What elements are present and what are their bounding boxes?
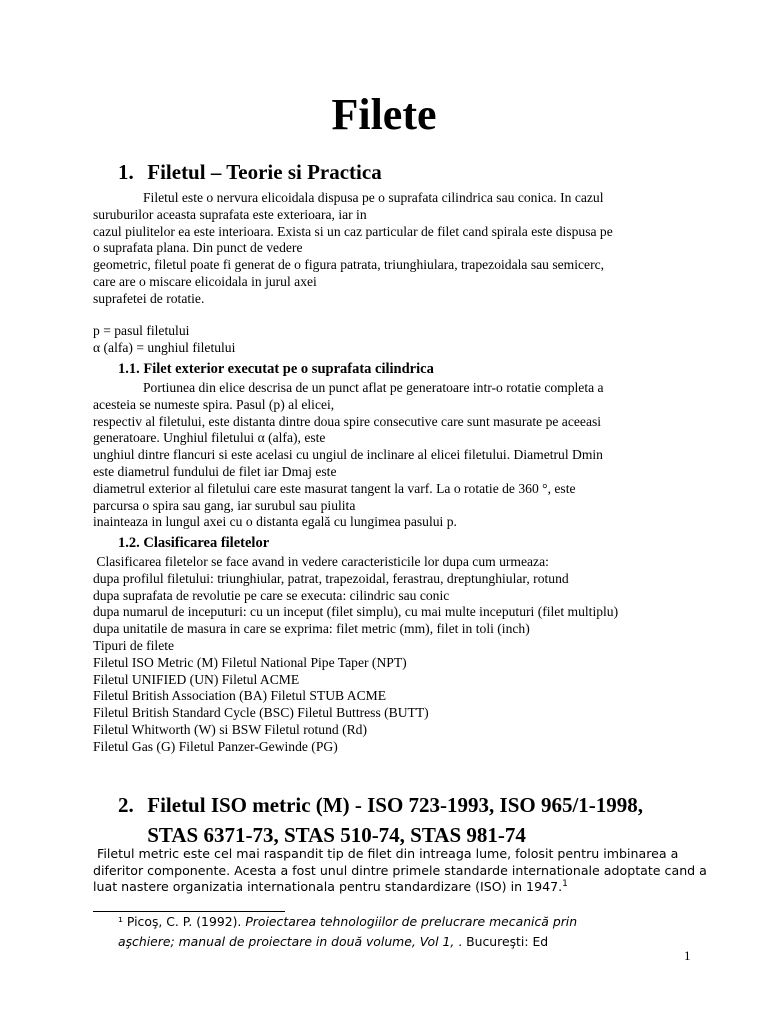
paragraph-line: respectiv al filetului, este distanta dintre doua spire consecutive care sunt masurate pe aceeasi (93, 413, 602, 429)
footnote-publisher: . Bucureşti: Ed (454, 934, 549, 949)
paragraph-line: geometric, filetul poate fi generat de o figura patrata, triunghiulara, trapezoidala sau semicerc, (93, 257, 605, 273)
section-1-title: Filetul – Teorie si Practica (147, 160, 382, 184)
subsection-1-1-heading: 1.1. Filet exterior executat pe o suprafata cilindrica (118, 361, 434, 377)
paragraph-line: generatoare. Unghiul filetului α (alfa), este (93, 430, 326, 446)
paragraph-line: dupa numarul de inceputuri: cu un inceput (filet simplu), cu mai multe inceputuri (filet multiplu) (93, 604, 619, 620)
document-title: Filete (331, 90, 437, 139)
thread-type-item: Filetul Whitworth (W) si BSW Filetul rotund (Rd) (93, 721, 368, 737)
footnote-marker: ¹ (118, 914, 123, 929)
definitions-list (93, 323, 703, 357)
paragraph-line: diferitor componente. Acesta a fost unul dintre primele standarde internationale adoptate cand a (93, 862, 707, 878)
subsection-1-1-body (93, 380, 703, 531)
footnote-author: Picoş, C. P. (1992). (122, 914, 246, 929)
paragraph-line: Clasificarea filetelor se face avand in vedere caracteristicile lor dupa cum urmeaza: (93, 554, 549, 569)
section-2-title-line2: STAS 6371-73, STAS 510-74, STAS 981-74 (147, 823, 526, 847)
paragraph-line: o suprafata plana. Din punct de vedere (93, 240, 303, 256)
paragraph-line: acesteia se numeste spira. Pasul (p) al elicei, (93, 396, 335, 412)
footnote-reference[interactable]: 1 (562, 879, 568, 890)
paragraph-line: Portiunea din elice descrisa de un punct aflat pe generatoare intr-o rotatie completa a (143, 380, 604, 395)
paragraph-line: parcursa o spira sau gang, iar surubul sau piulita (93, 497, 356, 513)
paragraph-line: luat nastere organizatia internationala pentru standardizare (ISO) in 1947.$^1$ (93, 879, 568, 895)
definition-pitch: p = pasul filetului (93, 323, 190, 338)
section-1-number: 1. (118, 160, 134, 184)
paragraph-line: Tipuri de filete (93, 637, 175, 653)
thread-type-item: Filetul Gas (G) Filetul Panzer-Gewinde (PG) (93, 738, 338, 754)
section-1-heading (118, 160, 382, 184)
paragraph-line: diametrul exterior al filetului care este masurat tangent la varf. La o rotatie de 360 °, este (93, 480, 576, 496)
section-2-number: 2. (118, 793, 134, 817)
thread-type-item: Filetul ISO Metric (M) Filetul National Pipe Taper (NPT) (93, 654, 407, 670)
paragraph-line: dupa profilul filetului: triunghiular, patrat, trapezoidal, ferastrau, dreptunghiular, rotund (93, 570, 569, 586)
paragraph-line: Filetul metric este cel mai raspandit tip de filet din intreaga lume, folosit pentru imbinarea a (93, 846, 679, 861)
thread-type-item: Filetul UNIFIED (UN) Filetul ACME (93, 671, 300, 687)
section-2-title-line1: Filetul ISO metric (M) - ISO 723-1993, ISO 965/1-1998, (147, 793, 644, 817)
section-2-body (93, 846, 707, 896)
paragraph-line: este diametrul fundului de filet iar Dmaj este (93, 463, 337, 479)
paragraph-line: inainteaza in lungul axei cu o distanta egală cu lungimea pasului p. (93, 514, 457, 530)
paragraph-line: Filetul este o nervura elicoidala dispusa pe o suprafata cilindrica sau conica. In cazul (143, 190, 604, 205)
footnote-title-part1: Proiectarea tehnologiilor de prelucrare mecanică prin (245, 914, 578, 929)
footnote (118, 912, 718, 952)
subsection-1-2-heading: 1.2. Clasificarea filetelor (118, 535, 270, 551)
paragraph-line: cazul piulitelor ea este interioara. Exista si un caz particular de filet cand spirala este dispusa pe (93, 223, 613, 239)
subsection-1-2-body (93, 554, 703, 756)
page-number: 1 (684, 948, 691, 963)
paragraph-line: dupa suprafata de revolutie pe care se executa: cilindric sau conic (93, 587, 450, 603)
paragraph-line: suprafetei de rotatie. (93, 290, 205, 306)
thread-type-item: Filetul British Standard Cycle (BSC) Filetul Buttress (BUTT) (93, 705, 429, 721)
definition-angle: α (alfa) = unghiul filetului (93, 339, 236, 355)
section-1-intro (93, 190, 703, 308)
paragraph-line: dupa unitatile de masura in care se exprima: filet metric (mm), filet in toli (inch) (93, 621, 530, 637)
footnote-title-part2: aşchiere; manual de proiectare in două volume, Vol 1, (118, 934, 455, 949)
paragraph-line: suruburilor aceasta suprafata este exterioara, iar in (93, 206, 367, 222)
section-2-heading (118, 790, 643, 850)
thread-type-item: Filetul British Association (BA) Filetul STUB ACME (93, 688, 387, 704)
paragraph-line: care are o miscare elicoidala in jurul axei (93, 273, 317, 289)
paragraph-line: unghiul dintre flancuri si este acelasi cu ungiul de inclinare al elicei filetului. Diametrul Dmin (93, 447, 603, 463)
